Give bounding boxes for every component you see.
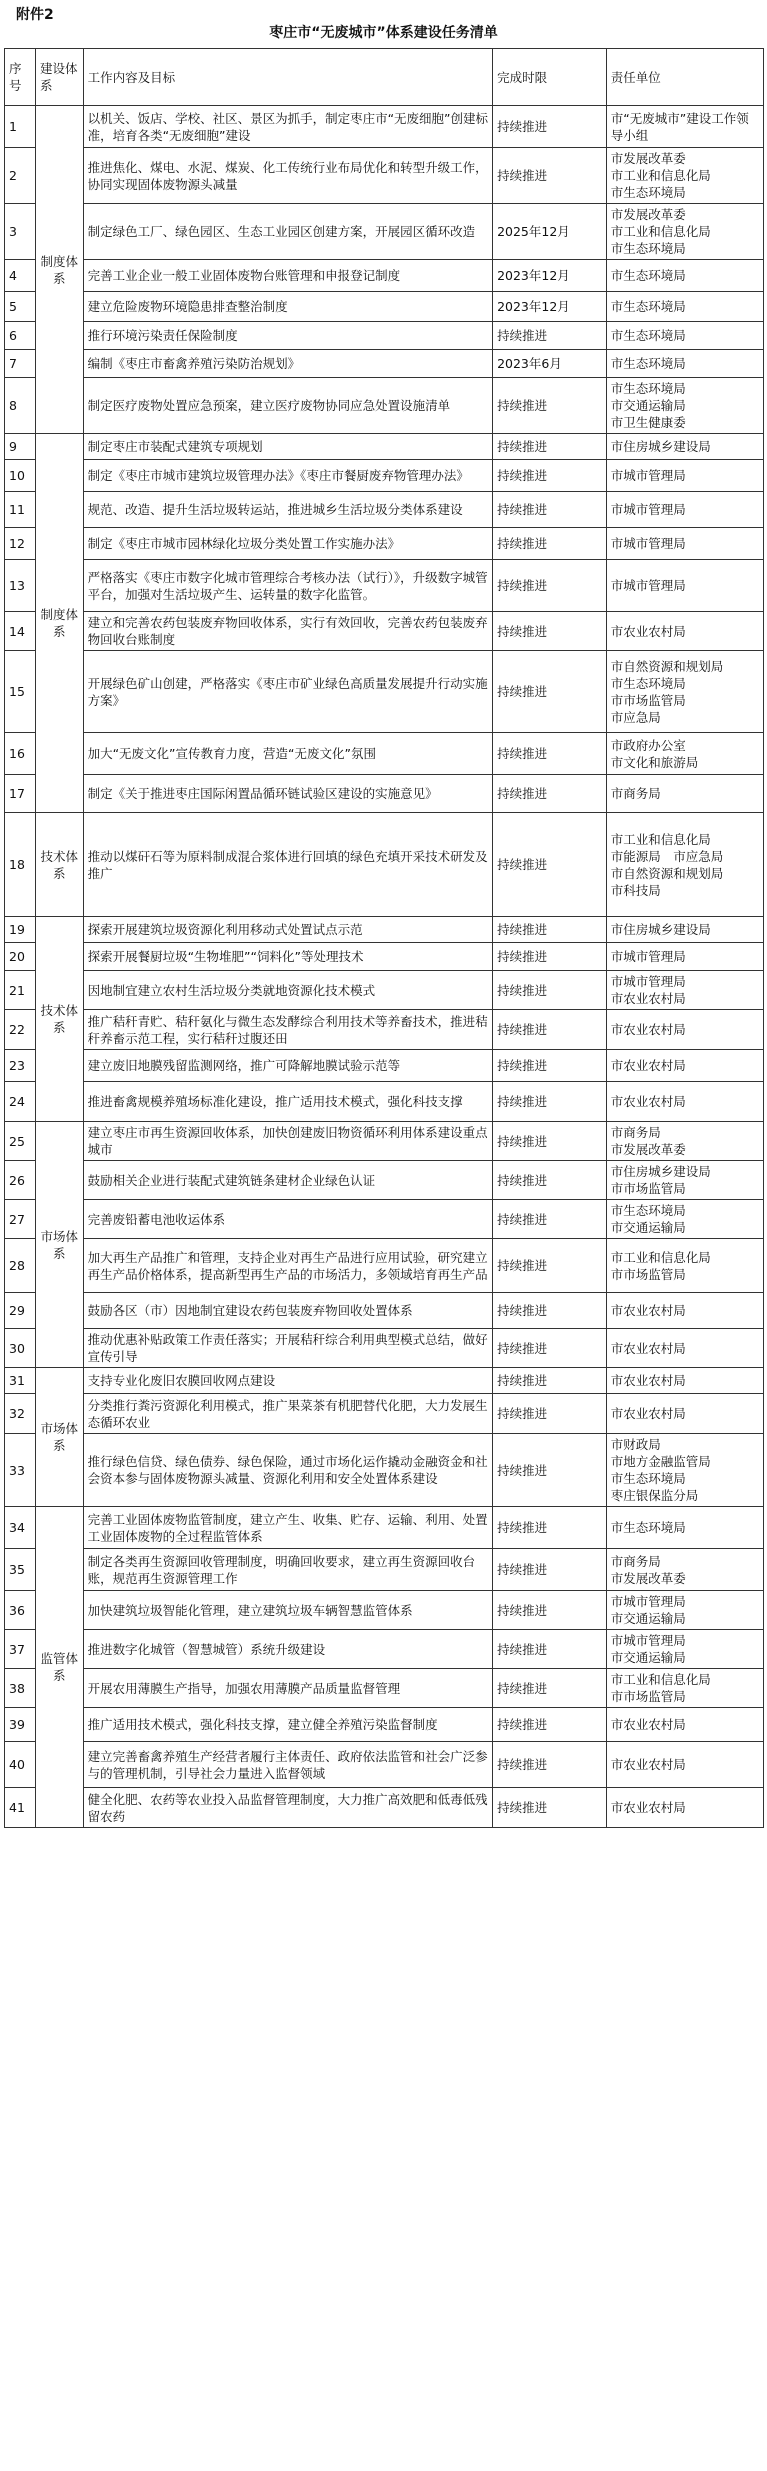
task-description: 建立危险废物环境隐患排查整治制度 (83, 292, 492, 322)
task-description: 以机关、饭店、学校、社区、景区为抓手，制定枣庄市“无废细胞”创建标准，培育各类“无废细胞”建设 (83, 106, 492, 148)
task-description: 开展绿色矿山创建，严格落实《枣庄市矿业绿色高质量发展提升行动实施方案》 (83, 651, 492, 733)
category-cell: 技术体系 (36, 917, 84, 1122)
row-number: 13 (5, 560, 36, 612)
header-category: 建设体系 (36, 49, 84, 106)
responsible-unit: 市发展改革委 市工业和信息化局 市生态环境局 (606, 148, 763, 204)
responsible-unit: 市城市管理局 市农业农村局 (606, 971, 763, 1010)
task-description: 加大“无废文化”宣传教育力度，营造“无废文化”氛围 (83, 733, 492, 775)
responsible-unit: 市商务局 市发展改革委 (606, 1549, 763, 1591)
task-description: 编制《枣庄市畜禽养殖污染防治规划》 (83, 350, 492, 378)
row-number: 32 (5, 1394, 36, 1434)
task-description: 推进畜禽规模养殖场标准化建设，推广适用技术模式，强化科技支撑 (83, 1082, 492, 1122)
row-number: 34 (5, 1507, 36, 1549)
row-number: 36 (5, 1591, 36, 1630)
task-table (4, 48, 764, 1828)
deadline-cell: 2025年12月 (493, 204, 607, 260)
table-row (5, 1394, 764, 1434)
row-number: 15 (5, 651, 36, 733)
responsible-unit: 市财政局 市地方金融监管局 市生态环境局 枣庄银保监分局 (606, 1434, 763, 1507)
task-description: 建立完善畜禽养殖生产经营者履行主体责任、政府依法监管和社会广泛参与的管理机制，引导社会力量进入监督领域 (83, 1742, 492, 1788)
table-row (5, 260, 764, 292)
responsible-unit: 市农业农村局 (606, 1293, 763, 1329)
row-number: 28 (5, 1239, 36, 1293)
responsible-unit: 市住房城乡建设局 (606, 434, 763, 460)
table-row (5, 1293, 764, 1329)
table-row (5, 350, 764, 378)
responsible-unit: 市生态环境局 (606, 260, 763, 292)
category-cell: 技术体系 (36, 813, 84, 917)
table-row (5, 1630, 764, 1669)
responsible-unit: 市城市管理局 市交通运输局 (606, 1630, 763, 1669)
row-number: 40 (5, 1742, 36, 1788)
table-row (5, 943, 764, 971)
row-number: 18 (5, 813, 36, 917)
task-description: 健全化肥、农药等农业投入品监督管理制度，大力推广高效肥和低毒低残留农药 (83, 1788, 492, 1828)
responsible-unit: 市住房城乡建设局 (606, 917, 763, 943)
table-row (5, 292, 764, 322)
table-row (5, 612, 764, 651)
responsible-unit: 市发展改革委 市工业和信息化局 市生态环境局 (606, 204, 763, 260)
table-row (5, 148, 764, 204)
responsible-unit: 市生态环境局 (606, 292, 763, 322)
responsible-unit: 市生态环境局 (606, 350, 763, 378)
responsible-unit: 市农业农村局 (606, 612, 763, 651)
table-row (5, 460, 764, 492)
task-description: 建立枣庄市再生资源回收体系，加快创建废旧物资循环利用体系建设重点城市 (83, 1122, 492, 1161)
responsible-unit: 市生态环境局 (606, 1507, 763, 1549)
deadline-cell: 持续推进 (493, 1010, 607, 1050)
deadline-cell: 持续推进 (493, 813, 607, 917)
task-description: 推广秸秆青贮、秸秆氨化与微生态发酵综合利用技术等养畜技术，推进秸秆养畜示范工程，实行秸秆过腹还田 (83, 1010, 492, 1050)
document-title: 枣庄市“无废城市”体系建设任务清单 (269, 25, 498, 41)
responsible-unit: 市生态环境局 市交通运输局 市卫生健康委 (606, 378, 763, 434)
responsible-unit: 市农业农村局 (606, 1708, 763, 1742)
table-row (5, 1549, 764, 1591)
row-number: 35 (5, 1549, 36, 1591)
deadline-cell: 持续推进 (493, 492, 607, 528)
deadline-cell: 持续推进 (493, 917, 607, 943)
row-number: 37 (5, 1630, 36, 1669)
table-row (5, 560, 764, 612)
deadline-cell: 持续推进 (493, 528, 607, 560)
responsible-unit: 市生态环境局 市交通运输局 (606, 1200, 763, 1239)
row-number: 4 (5, 260, 36, 292)
responsible-unit: 市城市管理局 (606, 460, 763, 492)
responsible-unit: 市农业农村局 (606, 1329, 763, 1368)
responsible-unit: 市城市管理局 (606, 528, 763, 560)
deadline-cell: 持续推进 (493, 378, 607, 434)
task-description: 制定《枣庄市城市建筑垃圾管理办法》《枣庄市餐厨废弃物管理办法》 (83, 460, 492, 492)
table-row (5, 1050, 764, 1082)
deadline-cell: 持续推进 (493, 1239, 607, 1293)
deadline-cell: 持续推进 (493, 1082, 607, 1122)
deadline-cell: 2023年12月 (493, 260, 607, 292)
responsible-unit: 市工业和信息化局 市能源局 市应急局 市自然资源和规划局 市科技局 (606, 813, 763, 917)
row-number: 3 (5, 204, 36, 260)
table-row (5, 1591, 764, 1630)
deadline-cell: 2023年6月 (493, 350, 607, 378)
table-row (5, 1200, 764, 1239)
table-row (5, 492, 764, 528)
task-description: 探索开展餐厨垃圾“生物堆肥”“饲料化”等处理技术 (83, 943, 492, 971)
responsible-unit: 市城市管理局 (606, 943, 763, 971)
responsible-unit: 市农业农村局 (606, 1394, 763, 1434)
deadline-cell: 持续推进 (493, 1200, 607, 1239)
table-row (5, 1669, 764, 1708)
table-row (5, 813, 764, 917)
deadline-cell: 持续推进 (493, 1507, 607, 1549)
deadline-cell: 持续推进 (493, 1788, 607, 1828)
table-row (5, 651, 764, 733)
responsible-unit: 市农业农村局 (606, 1050, 763, 1082)
responsible-unit: 市“无废城市”建设工作领导小组 (606, 106, 763, 148)
header-unit: 责任单位 (606, 49, 763, 106)
row-number: 26 (5, 1161, 36, 1200)
task-description: 分类推行粪污资源化利用模式，推广果菜茶有机肥替代化肥，大力发展生态循环农业 (83, 1394, 492, 1434)
deadline-cell: 持续推进 (493, 560, 607, 612)
row-number: 14 (5, 612, 36, 651)
task-description: 规范、改造、提升生活垃圾转运站，推进城乡生活垃圾分类体系建设 (83, 492, 492, 528)
responsible-unit: 市工业和信息化局 市市场监管局 (606, 1669, 763, 1708)
task-description: 制定绿色工厂、绿色园区、生态工业园区创建方案，开展园区循环改造 (83, 204, 492, 260)
responsible-unit: 市工业和信息化局 市市场监管局 (606, 1239, 763, 1293)
row-number: 10 (5, 460, 36, 492)
row-number: 11 (5, 492, 36, 528)
header-no: 序号 (5, 49, 36, 106)
row-number: 20 (5, 943, 36, 971)
table-row (5, 322, 764, 350)
deadline-cell: 持续推进 (493, 1161, 607, 1200)
row-number: 23 (5, 1050, 36, 1082)
table-row (5, 971, 764, 1010)
deadline-cell: 持续推进 (493, 1669, 607, 1708)
row-number: 17 (5, 775, 36, 813)
task-description: 建立和完善农药包装废弃物回收体系，实行有效回收，完善农药包装废弃物回收台账制度 (83, 612, 492, 651)
deadline-cell: 持续推进 (493, 1434, 607, 1507)
deadline-cell: 持续推进 (493, 106, 607, 148)
annex-label: 附件2 (16, 7, 54, 23)
task-description: 鼓励相关企业进行装配式建筑链条建材企业绿色认证 (83, 1161, 492, 1200)
row-number: 19 (5, 917, 36, 943)
responsible-unit: 市住房城乡建设局 市市场监管局 (606, 1161, 763, 1200)
deadline-cell: 持续推进 (493, 1122, 607, 1161)
task-description: 推行环境污染责任保险制度 (83, 322, 492, 350)
responsible-unit: 市农业农村局 (606, 1082, 763, 1122)
table-row (5, 1708, 764, 1742)
header-task: 工作内容及目标 (83, 49, 492, 106)
row-number: 30 (5, 1329, 36, 1368)
task-description: 推行绿色信贷、绿色债券、绿色保险，通过市场化运作撬动金融资金和社会资本参与固体废物源头减量、资源化利用和安全处置体系建设 (83, 1434, 492, 1507)
row-number: 39 (5, 1708, 36, 1742)
row-number: 12 (5, 528, 36, 560)
responsible-unit: 市自然资源和规划局 市生态环境局 市市场监管局 市应急局 (606, 651, 763, 733)
table-row (5, 1239, 764, 1293)
task-description: 完善工业固体废物监管制度，建立产生、收集、贮存、运输、利用、处置工业固体废物的全过程监管体系 (83, 1507, 492, 1549)
row-number: 16 (5, 733, 36, 775)
deadline-cell: 持续推进 (493, 460, 607, 492)
table-body (5, 106, 764, 1828)
table-row (5, 1161, 764, 1200)
row-number: 27 (5, 1200, 36, 1239)
deadline-cell: 持续推进 (493, 943, 607, 971)
table-row (5, 733, 764, 775)
task-description: 制定各类再生资源回收管理制度，明确回收要求，建立再生资源回收台账，规范再生资源管理工作 (83, 1549, 492, 1591)
table-row (5, 1122, 764, 1161)
table-row (5, 1742, 764, 1788)
row-number: 1 (5, 106, 36, 148)
table-row (5, 378, 764, 434)
table-row (5, 204, 764, 260)
responsible-unit: 市农业农村局 (606, 1742, 763, 1788)
responsible-unit: 市生态环境局 (606, 322, 763, 350)
responsible-unit: 市商务局 (606, 775, 763, 813)
category-cell: 监管体系 (36, 1507, 84, 1828)
deadline-cell: 持续推进 (493, 1329, 607, 1368)
deadline-cell: 持续推进 (493, 971, 607, 1010)
responsible-unit: 市农业农村局 (606, 1368, 763, 1394)
responsible-unit: 市农业农村局 (606, 1010, 763, 1050)
task-description: 加大再生产品推广和管理，支持企业对再生产品进行应用试验，研究建立再生产品价格体系，提高新型再生产品的市场活力，多领域培育再生产品 (83, 1239, 492, 1293)
task-description: 建立废旧地膜残留监测网络，推广可降解地膜试验示范等 (83, 1050, 492, 1082)
table-row (5, 528, 764, 560)
task-description: 制定《关于推进枣庄国际闲置品循环链试验区建设的实施意见》 (83, 775, 492, 813)
category-cell: 制度体系 (36, 106, 84, 434)
row-number: 22 (5, 1010, 36, 1050)
table-row (5, 1434, 764, 1507)
task-description: 推广适用技术模式，强化科技支撑，建立健全养殖污染监督制度 (83, 1708, 492, 1742)
responsible-unit: 市城市管理局 (606, 492, 763, 528)
task-description: 推动优惠补贴政策工作责任落实；开展秸秆综合利用典型模式总结，做好宣传引导 (83, 1329, 492, 1368)
deadline-cell: 持续推进 (493, 322, 607, 350)
deadline-cell: 持续推进 (493, 1050, 607, 1082)
table-row (5, 434, 764, 460)
table-row (5, 1329, 764, 1368)
table-row (5, 1010, 764, 1050)
responsible-unit: 市商务局 市发展改革委 (606, 1122, 763, 1161)
table-row (5, 1368, 764, 1394)
category-cell: 制度体系 (36, 434, 84, 813)
deadline-cell: 持续推进 (493, 1293, 607, 1329)
deadline-cell: 持续推进 (493, 1368, 607, 1394)
responsible-unit: 市农业农村局 (606, 1788, 763, 1828)
task-description: 因地制宜建立农村生活垃圾分类就地资源化技术模式 (83, 971, 492, 1010)
deadline-cell: 持续推进 (493, 1549, 607, 1591)
deadline-cell: 持续推进 (493, 1630, 607, 1669)
row-number: 9 (5, 434, 36, 460)
row-number: 33 (5, 1434, 36, 1507)
table-row (5, 106, 764, 148)
deadline-cell: 持续推进 (493, 148, 607, 204)
deadline-cell: 持续推进 (493, 434, 607, 460)
task-description: 严格落实《枣庄市数字化城市管理综合考核办法（试行）》，升级数字城管平台，加强对生活垃圾产生、运转量的数字化监管。 (83, 560, 492, 612)
row-number: 24 (5, 1082, 36, 1122)
task-description: 完善废铅蓄电池收运体系 (83, 1200, 492, 1239)
row-number: 41 (5, 1788, 36, 1828)
deadline-cell: 持续推进 (493, 651, 607, 733)
deadline-cell: 持续推进 (493, 1394, 607, 1434)
row-number: 31 (5, 1368, 36, 1394)
row-number: 6 (5, 322, 36, 350)
row-number: 7 (5, 350, 36, 378)
task-description: 支持专业化废旧农膜回收网点建设 (83, 1368, 492, 1394)
table-header-row (5, 49, 764, 106)
deadline-cell: 持续推进 (493, 1742, 607, 1788)
deadline-cell: 持续推进 (493, 733, 607, 775)
row-number: 5 (5, 292, 36, 322)
row-number: 21 (5, 971, 36, 1010)
category-cell: 市场体系 (36, 1122, 84, 1368)
table-row (5, 1507, 764, 1549)
table-row (5, 1082, 764, 1122)
task-description: 制定《枣庄市城市园林绿化垃圾分类处置工作实施办法》 (83, 528, 492, 560)
task-description: 开展农用薄膜生产指导，加强农用薄膜产品质量监督管理 (83, 1669, 492, 1708)
deadline-cell: 持续推进 (493, 612, 607, 651)
task-description: 推进焦化、煤电、水泥、煤炭、化工传统行业布局优化和转型升级工作，协同实现固体废物源头减量 (83, 148, 492, 204)
header-deadline: 完成时限 (493, 49, 607, 106)
row-number: 2 (5, 148, 36, 204)
category-cell: 市场体系 (36, 1368, 84, 1507)
responsible-unit: 市城市管理局 市交通运输局 (606, 1591, 763, 1630)
table-row (5, 917, 764, 943)
task-description: 制定枣庄市装配式建筑专项规划 (83, 434, 492, 460)
deadline-cell: 持续推进 (493, 775, 607, 813)
deadline-cell: 2023年12月 (493, 292, 607, 322)
table-row (5, 1788, 764, 1828)
task-description: 鼓励各区（市）因地制宜建设农药包装废弃物回收处置体系 (83, 1293, 492, 1329)
responsible-unit: 市城市管理局 (606, 560, 763, 612)
task-description: 推动以煤矸石等为原料制成混合浆体进行回填的绿色充填开采技术研发及推广 (83, 813, 492, 917)
task-description: 制定医疗废物处置应急预案，建立医疗废物协同应急处置设施清单 (83, 378, 492, 434)
table-row (5, 775, 764, 813)
deadline-cell: 持续推进 (493, 1591, 607, 1630)
task-description: 完善工业企业一般工业固体废物台账管理和申报登记制度 (83, 260, 492, 292)
task-description: 加快建筑垃圾智能化管理，建立建筑垃圾车辆智慧监管体系 (83, 1591, 492, 1630)
task-description: 推进数字化城管（智慧城管）系统升级建设 (83, 1630, 492, 1669)
deadline-cell: 持续推进 (493, 1708, 607, 1742)
row-number: 25 (5, 1122, 36, 1161)
row-number: 38 (5, 1669, 36, 1708)
row-number: 29 (5, 1293, 36, 1329)
task-description: 探索开展建筑垃圾资源化利用移动式处置试点示范 (83, 917, 492, 943)
responsible-unit: 市政府办公室 市文化和旅游局 (606, 733, 763, 775)
row-number: 8 (5, 378, 36, 434)
